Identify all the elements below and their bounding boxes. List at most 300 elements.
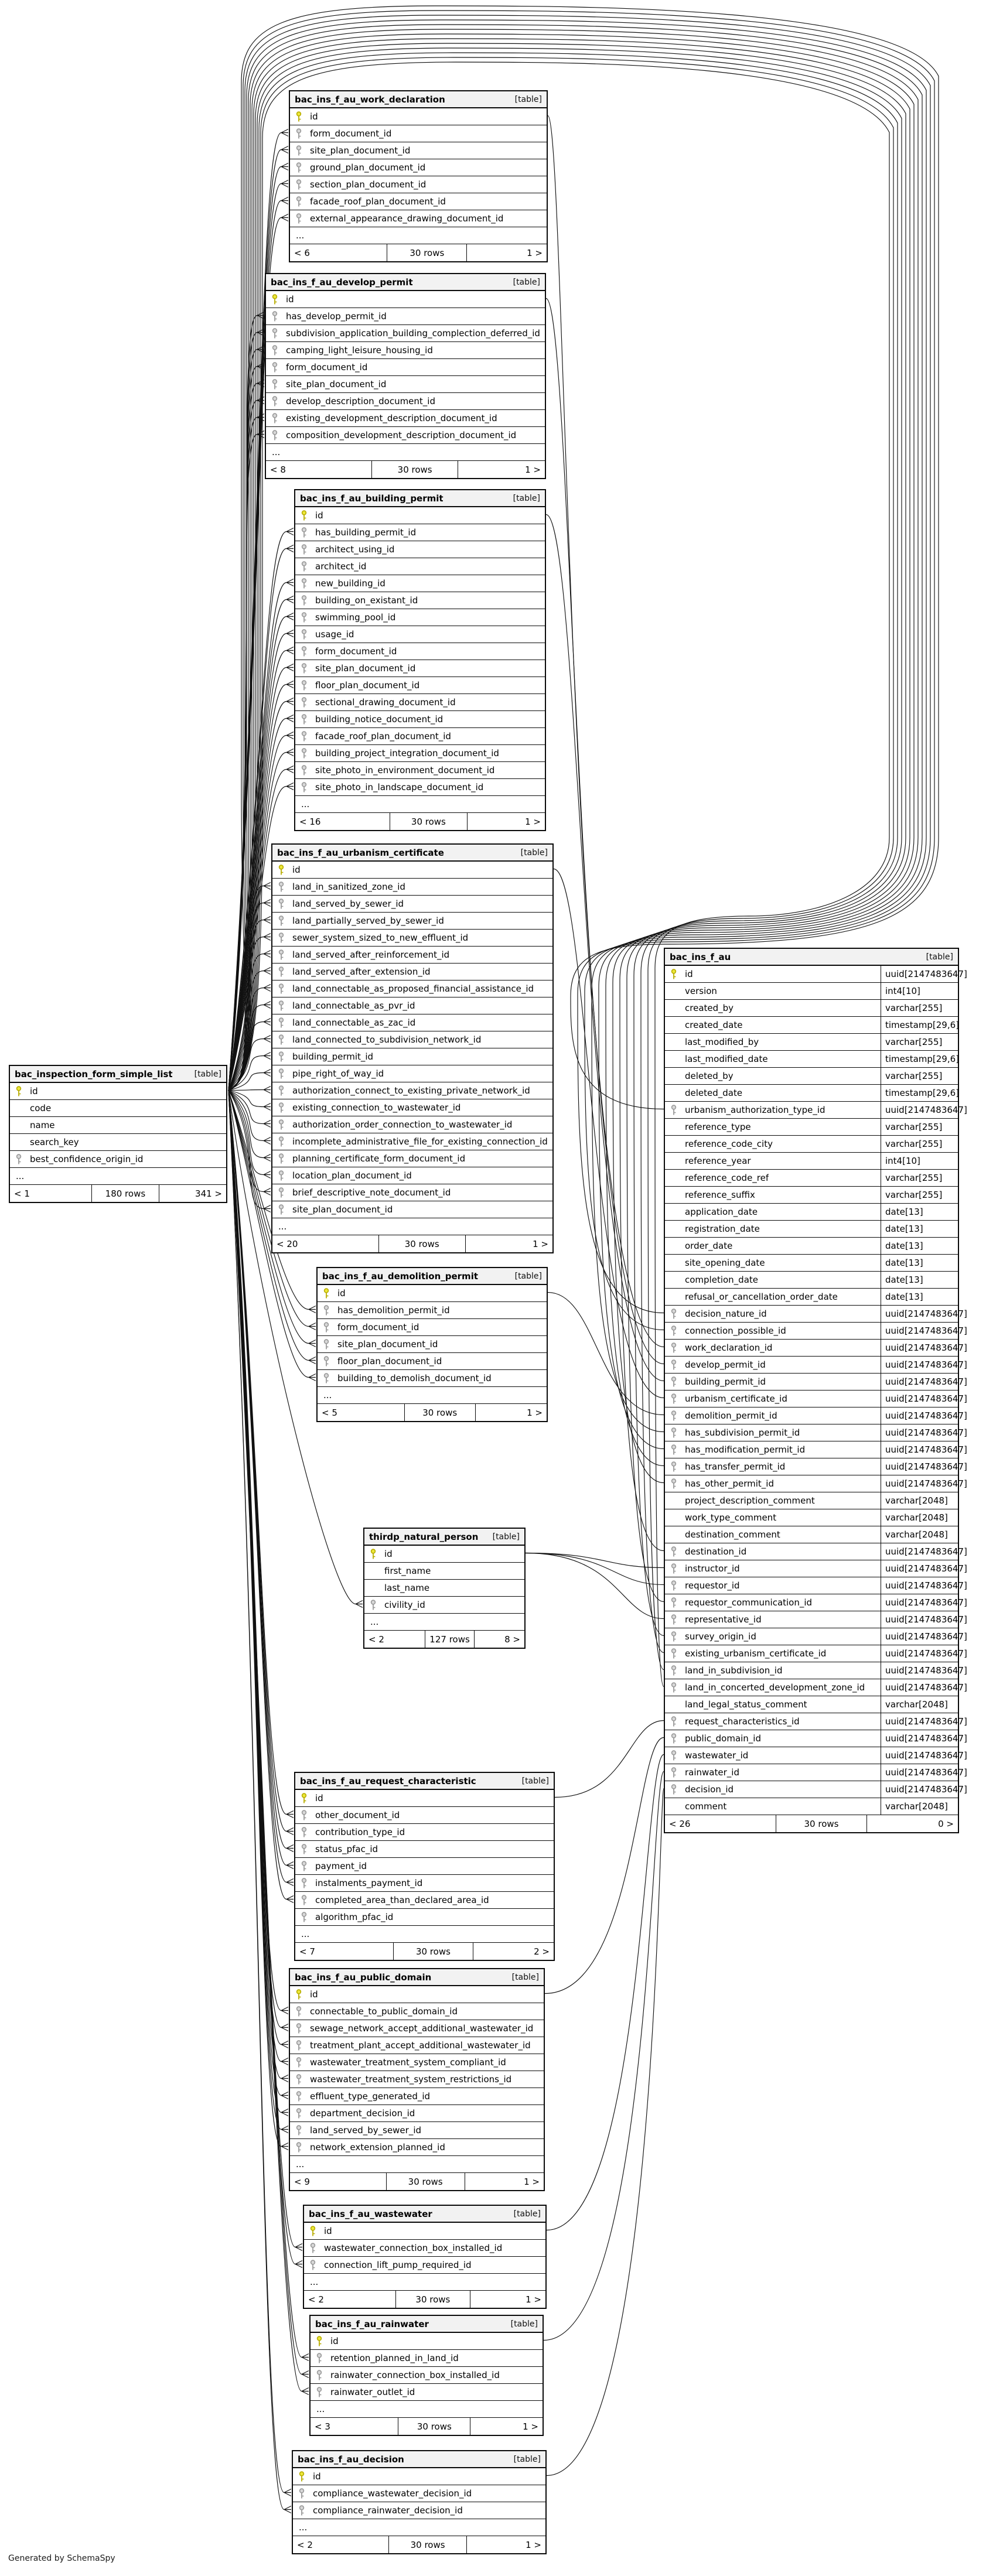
footer-row-count: 30 rows [387, 244, 467, 261]
field-name: ... [370, 1617, 379, 1627]
footer-children-count[interactable]: < 2 [364, 1631, 425, 1648]
field-name: land_partially_served_by_sewer_id [292, 915, 444, 926]
ellipsis-row [272, 1218, 552, 1235]
table-row [290, 2122, 544, 2139]
footer-parents-count[interactable]: 1 > [527, 247, 543, 258]
foreign-key-icon [278, 1000, 285, 1012]
field-name: ... [299, 2522, 308, 2533]
table-request_characteristic [294, 1772, 555, 1961]
table-row [665, 1424, 967, 1441]
field-name: decision_nature_id [685, 1309, 767, 1319]
table-wastewater [303, 2205, 547, 2309]
foreign-key-icon [278, 1187, 285, 1198]
table-row [364, 1546, 524, 1563]
table-row [295, 1858, 554, 1875]
foreign-key-icon [271, 379, 278, 390]
field-name: reference_suffix [685, 1190, 755, 1200]
field-name: sewage_network_accept_additional_wastewater_id [310, 2023, 534, 2034]
footer-children-count[interactable]: < 8 [266, 461, 372, 478]
field-name: ... [316, 2404, 325, 2414]
field-type: uuid[2147483647] [881, 1747, 958, 1764]
foreign-key-icon [670, 1105, 677, 1116]
table-work_declaration [289, 90, 548, 262]
primary-key-icon [298, 2471, 305, 2482]
field-name: network_extension_planned_id [310, 2142, 445, 2153]
table-row [665, 1407, 967, 1424]
footer-parents-count[interactable]: 341 > [195, 1188, 222, 1199]
field-type: varchar[255] [881, 1187, 958, 1203]
table-footer [272, 1235, 552, 1252]
field-type: timestamp[29,6] [881, 1051, 958, 1067]
field-name: sewer_system_sized_to_new_effluent_id [292, 932, 469, 943]
field-name: location_plan_document_id [292, 1170, 412, 1181]
generator-credit: Generated by SchemaSpy [8, 2554, 115, 2563]
table-row [295, 1824, 554, 1841]
foreign-key-icon [670, 1342, 677, 1354]
table-row [290, 1986, 544, 2003]
table-tag: [table] [514, 94, 542, 104]
table-row [295, 643, 545, 660]
field-type: int4[10] [881, 983, 958, 999]
table-row [665, 1391, 967, 1407]
field-name: building_project_integration_document_id [315, 748, 499, 759]
field-name: compliance_rainwater_decision_id [313, 2505, 463, 2516]
table-title[interactable]: bac_ins_f_au_develop_permit [271, 276, 413, 288]
table-row [665, 1509, 958, 1526]
table-row [665, 1187, 958, 1204]
table-tag: [table] [194, 1069, 221, 1079]
foreign-key-icon [271, 328, 278, 339]
foreign-key-icon [316, 2370, 323, 2381]
footer-parents-count[interactable]: 1 > [525, 464, 541, 475]
foreign-key-icon [295, 2023, 302, 2034]
foreign-key-icon [301, 748, 308, 759]
table-row [272, 1167, 552, 1184]
table-row [266, 410, 545, 427]
field-name: land_in_concerted_development_zone_id [685, 1682, 865, 1693]
table-footer [304, 2291, 545, 2308]
table-row [665, 983, 958, 1000]
table-title[interactable]: bac_ins_f_au_work_declaration [295, 94, 445, 105]
field-name: public_domain_id [685, 1733, 761, 1744]
table-row [665, 1526, 958, 1543]
table-row [665, 1323, 967, 1340]
foreign-key-icon [278, 1068, 285, 1079]
table-row [272, 1184, 552, 1201]
primary-key-icon [670, 969, 677, 980]
table-row [272, 1031, 552, 1048]
table-tag: [table] [510, 2319, 538, 2329]
footer-row-count: 30 rows [396, 2291, 471, 2308]
table-title[interactable]: bac_ins_f_au_public_domain [295, 1972, 432, 1983]
field-type: varchar[2048] [881, 1492, 958, 1509]
foreign-key-icon [271, 396, 278, 407]
table-row [290, 142, 547, 159]
field-type: uuid[2147483647] [881, 1391, 958, 1407]
table-row [266, 376, 545, 393]
table-footer [295, 1943, 554, 1960]
field-name: section_plan_document_id [310, 179, 427, 190]
field-name: wastewater_connection_box_installed_id [324, 2243, 503, 2253]
foreign-key-icon [295, 2057, 302, 2068]
table-row [272, 896, 552, 913]
field-name: created_date [685, 1020, 743, 1030]
field-name: land_served_after_extension_id [292, 966, 431, 977]
footer-row-count: 30 rows [398, 2418, 470, 2435]
field-name: camping_light_leisure_housing_id [286, 345, 433, 356]
footer-children-count[interactable]: < 26 [665, 1815, 776, 1832]
field-name: brief_descriptive_note_document_id [292, 1187, 451, 1198]
footer-row-count: 30 rows [394, 1943, 474, 1960]
field-name: site_plan_document_id [315, 663, 416, 674]
footer-children-count[interactable]: < 2 [304, 2291, 396, 2308]
field-name: status_pfac_id [315, 1844, 378, 1854]
footer-parents-count[interactable]: 1 > [533, 1238, 548, 1249]
field-name: ... [301, 1929, 310, 1939]
foreign-key-icon [301, 1810, 308, 1821]
footer-parents-count[interactable]: 1 > [526, 2539, 541, 2550]
table-simple_list [9, 1065, 227, 1203]
table-tag: [table] [520, 848, 548, 857]
table-row [665, 1238, 958, 1255]
table-title[interactable]: bac_ins_f_au [670, 951, 731, 962]
foreign-key-icon [670, 1563, 677, 1574]
field-name: land_in_sanitized_zone_id [292, 882, 405, 892]
footer-parents-count[interactable]: 1 > [524, 2176, 540, 2187]
footer-parents-count[interactable]: 8 > [504, 1634, 520, 1645]
table-row [665, 1357, 967, 1374]
field-name: has_modification_permit_id [685, 1444, 806, 1455]
table-row [272, 964, 552, 980]
foreign-key-icon [301, 714, 308, 725]
footer-children-count[interactable]: < 6 [290, 244, 387, 261]
foreign-key-icon [295, 162, 302, 173]
foreign-key-icon [301, 612, 308, 623]
table-row [318, 1302, 547, 1319]
field-name: authorization_connect_to_existing_private_network_id [292, 1085, 530, 1096]
field-name: reference_year [685, 1156, 751, 1166]
table-row [290, 2071, 544, 2088]
foreign-key-icon [271, 430, 278, 441]
table-row [293, 2468, 545, 2485]
table-title[interactable]: bac_ins_f_au_decision [298, 2454, 404, 2465]
table-row [311, 2333, 543, 2350]
field-name: building_notice_document_id [315, 714, 443, 725]
table-footer [665, 1815, 958, 1832]
field-type: uuid[2147483647] [881, 1611, 958, 1628]
field-name: id [324, 2226, 332, 2236]
footer-children-count[interactable]: < 16 [295, 813, 390, 830]
field-name: site_photo_in_landscape_document_id [315, 782, 484, 792]
field-type: uuid[2147483647] [881, 966, 958, 982]
field-type: uuid[2147483647] [881, 1730, 958, 1747]
field-name: last_modified_by [685, 1037, 759, 1047]
foreign-key-icon [301, 1827, 308, 1838]
field-type: int4[10] [881, 1153, 958, 1169]
table-title[interactable]: bac_ins_f_au_demolition_permit [322, 1270, 479, 1282]
foreign-key-icon [278, 966, 285, 978]
field-name: algorithm_pfac_id [315, 1912, 394, 1922]
field-name: has_building_permit_id [315, 527, 417, 538]
field-name: name [30, 1120, 55, 1130]
field-name: decision_id [685, 1784, 734, 1795]
table-row [293, 2485, 545, 2502]
table-footer [311, 2418, 543, 2435]
footer-parents-count[interactable]: 1 > [526, 2294, 541, 2305]
table-row [272, 997, 552, 1014]
table-title[interactable]: bac_ins_f_au_building_permit [300, 493, 443, 504]
table-row [295, 592, 545, 609]
field-type: varchar[255] [881, 1034, 958, 1050]
table-row [272, 913, 552, 930]
table-row [272, 1201, 552, 1218]
field-type: varchar[255] [881, 1068, 958, 1084]
field-name: land_connected_to_subdivision_network_id [292, 1034, 482, 1045]
footer-parents-count[interactable]: 1 > [525, 816, 541, 827]
table-fau [664, 948, 967, 1833]
table-row [665, 1340, 967, 1357]
table-title[interactable]: bac_inspection_form_simple_list [15, 1068, 173, 1079]
foreign-key-icon [670, 1461, 677, 1473]
foreign-key-icon [278, 882, 285, 893]
table-title[interactable]: bac_ins_f_au_wastewater [309, 2208, 432, 2219]
foreign-key-icon [370, 1600, 377, 1611]
foreign-key-icon [278, 898, 285, 910]
table-row [665, 1221, 958, 1238]
foreign-key-icon [670, 1767, 677, 1778]
ellipsis-row [304, 2274, 545, 2291]
field-name: deleted_date [685, 1088, 743, 1098]
footer-parents-count[interactable]: 1 > [523, 2421, 538, 2432]
table-footer [290, 2173, 544, 2190]
foreign-key-icon [278, 1051, 285, 1062]
table-row [318, 1353, 547, 1370]
table-row [665, 1781, 967, 1798]
table-row [318, 1370, 547, 1387]
field-name: id [310, 1989, 318, 2000]
foreign-key-icon [278, 1119, 285, 1130]
foreign-key-icon [295, 2091, 302, 2102]
table-footer [364, 1631, 524, 1648]
table-row [290, 108, 547, 125]
field-name: architect_using_id [315, 544, 395, 555]
foreign-key-icon [301, 731, 308, 742]
field-type: date[13] [881, 1221, 958, 1237]
table-tag: [table] [511, 1972, 539, 1982]
table-row [665, 1306, 967, 1323]
footer-children-count[interactable]: < 7 [295, 1943, 394, 1960]
primary-key-icon [295, 1989, 302, 2000]
primary-key-icon [295, 111, 302, 122]
field-type: uuid[2147483647] [881, 1679, 958, 1696]
footer-parents-count[interactable]: 0 > [938, 1818, 954, 1829]
field-name: last_modified_date [685, 1054, 768, 1064]
field-name: instructor_id [685, 1563, 740, 1574]
field-name: land_in_subdivision_id [685, 1665, 783, 1676]
table-footer [290, 244, 547, 261]
table-footer [318, 1404, 547, 1421]
table-title[interactable]: bac_ins_f_au_request_characteristic [300, 1775, 476, 1786]
table-row [665, 1374, 967, 1391]
field-name: site_opening_date [685, 1258, 765, 1268]
foreign-key-icon [670, 1478, 677, 1489]
field-name: department_decision_id [310, 2108, 415, 2119]
field-name: land_served_by_sewer_id [292, 898, 404, 909]
field-name: urbanism_certificate_id [685, 1393, 787, 1404]
field-name: facade_roof_plan_document_id [315, 731, 451, 742]
table-row [272, 1065, 552, 1082]
table-title[interactable]: thirdp_natural_person [369, 1531, 479, 1542]
foreign-key-icon [301, 1912, 308, 1923]
foreign-key-icon [301, 595, 308, 606]
table-row [290, 2020, 544, 2037]
foreign-key-icon [670, 1410, 677, 1422]
table-row [290, 176, 547, 193]
field-name: payment_id [315, 1861, 367, 1871]
table-row [665, 1170, 958, 1187]
field-name: other_document_id [315, 1810, 400, 1820]
primary-key-icon [15, 1086, 22, 1097]
table-tag: [table] [926, 952, 953, 962]
field-type: uuid[2147483647] [881, 1340, 958, 1356]
field-name: existing_connection_to_wastewater_id [292, 1102, 461, 1113]
field-name: requestor_id [685, 1580, 740, 1591]
table-row [272, 1048, 552, 1065]
field-name: order_date [685, 1241, 733, 1251]
footer-children-count[interactable]: < 5 [318, 1404, 405, 1421]
table-title[interactable]: bac_ins_f_au_urbanism_certificate [277, 847, 444, 858]
foreign-key-icon [309, 2243, 316, 2254]
table-row [665, 1017, 958, 1034]
field-name: has_demolition_permit_id [337, 1305, 450, 1316]
footer-row-count: 30 rows [389, 2536, 468, 2553]
field-name: floor_plan_document_id [315, 680, 420, 691]
table-demolition_permit [316, 1267, 548, 1422]
table-row [10, 1151, 226, 1168]
footer-children-count[interactable]: < 9 [290, 2173, 387, 2190]
field-name: application_date [685, 1207, 758, 1217]
field-name: has_subdivision_permit_id [685, 1427, 800, 1438]
foreign-key-icon [323, 1373, 330, 1384]
field-name: wastewater_treatment_system_compliant_id [310, 2057, 506, 2068]
table-row [665, 1051, 958, 1068]
foreign-key-icon [323, 1339, 330, 1350]
footer-parents-count[interactable]: 1 > [527, 1407, 543, 1418]
field-name: building_on_existant_id [315, 595, 418, 606]
table-row [665, 1068, 958, 1085]
field-name: connection_lift_pump_required_id [324, 2260, 472, 2270]
foreign-key-icon [323, 1305, 330, 1316]
field-name: rainwater_connection_box_installed_id [330, 2370, 500, 2380]
table-row [295, 660, 545, 677]
foreign-key-icon [670, 1682, 677, 1693]
foreign-key-icon [271, 413, 278, 424]
table-row [266, 427, 545, 444]
table-row [665, 1475, 967, 1492]
field-name: ... [301, 799, 310, 809]
table-row [665, 1594, 967, 1611]
table-row [311, 2367, 543, 2384]
foreign-key-icon [309, 2260, 316, 2271]
table-row [665, 1153, 958, 1170]
field-name: id [286, 294, 294, 305]
field-name: id [315, 1793, 323, 1803]
table-row [272, 930, 552, 947]
field-name: reference_code_city [685, 1139, 773, 1149]
foreign-key-icon [271, 345, 278, 356]
table-row [665, 1713, 967, 1730]
field-type: date[13] [881, 1289, 958, 1305]
table-row [364, 1563, 524, 1580]
field-name: authorization_order_connection_to_wastewater_id [292, 1119, 513, 1130]
foreign-key-icon [301, 1861, 308, 1872]
table-row [266, 308, 545, 325]
table-footer [266, 461, 545, 478]
field-name: civility_id [384, 1600, 425, 1610]
foreign-key-icon [278, 1034, 285, 1046]
table-row [295, 541, 545, 558]
table-building_permit [294, 489, 546, 831]
foreign-key-icon [670, 1733, 677, 1744]
table-row [10, 1100, 226, 1117]
footer-children-count[interactable]: < 20 [272, 1235, 379, 1252]
field-type: uuid[2147483647] [881, 1323, 958, 1339]
table-row [295, 1807, 554, 1824]
foreign-key-icon [301, 646, 308, 657]
table-row [295, 745, 545, 762]
table-row [665, 1492, 958, 1509]
foreign-key-icon [301, 561, 308, 572]
foreign-key-icon [301, 765, 308, 776]
field-type: varchar[255] [881, 1136, 958, 1152]
table-title[interactable]: bac_ins_f_au_rainwater [315, 2318, 429, 2329]
field-name: ... [310, 2277, 319, 2287]
field-name: search_key [30, 1137, 79, 1147]
field-type: timestamp[29,6] [881, 1085, 958, 1101]
primary-key-icon [301, 510, 308, 521]
footer-parents-count[interactable]: 2 > [534, 1946, 550, 1957]
table-urbanism_certificate [271, 843, 554, 1253]
foreign-key-icon [301, 663, 308, 674]
field-name: completed_area_than_declared_area_id [315, 1895, 489, 1905]
field-type: uuid[2147483647] [881, 1560, 958, 1577]
foreign-key-icon [295, 213, 302, 224]
foreign-key-icon [298, 2488, 305, 2499]
foreign-key-icon [316, 2353, 323, 2364]
field-name: last_name [384, 1583, 430, 1593]
foreign-key-icon [670, 1444, 677, 1456]
foreign-key-icon [670, 1597, 677, 1608]
field-name: develop_description_document_id [286, 396, 435, 406]
field-name: incomplete_administrative_file_for_existing_connection_id [292, 1136, 548, 1147]
foreign-key-icon [301, 629, 308, 640]
field-name: retention_planned_in_land_id [330, 2353, 459, 2363]
field-name: new_building_id [315, 578, 385, 589]
foreign-key-icon [670, 1750, 677, 1761]
table-row [290, 2037, 544, 2054]
table-row [295, 626, 545, 643]
footer-children-count[interactable]: < 3 [311, 2418, 398, 2435]
footer-children-count[interactable]: < 1 [10, 1185, 92, 1202]
footer-children-count[interactable]: < 2 [293, 2536, 389, 2553]
table-row [665, 1119, 958, 1136]
table-row [10, 1083, 226, 1100]
table-row [290, 125, 547, 142]
table-row [295, 762, 545, 779]
field-type: date[13] [881, 1238, 958, 1254]
foreign-key-icon [301, 1844, 308, 1855]
foreign-key-icon [670, 1376, 677, 1388]
